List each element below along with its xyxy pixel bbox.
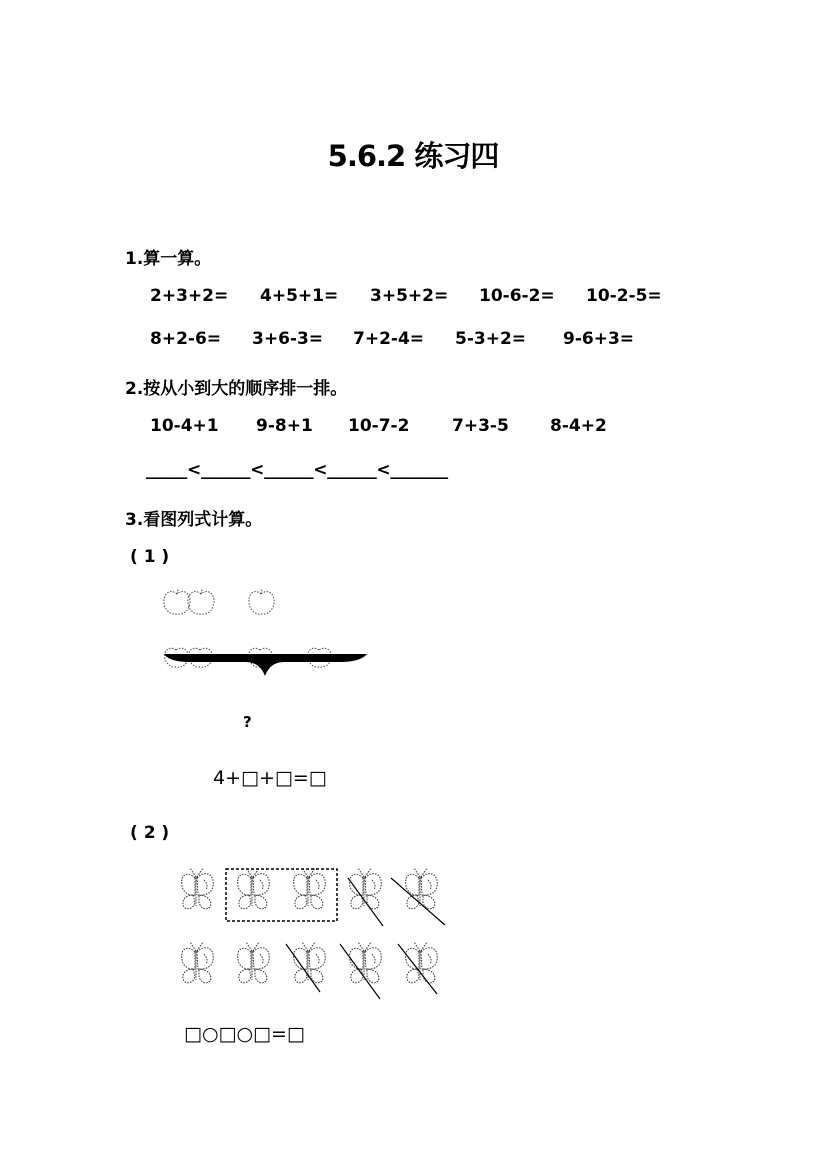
expression: 9-6+3= [563, 329, 635, 349]
question-2-heading: 2.按从小到大的顺序排一排。 [125, 379, 348, 399]
part-2-label: ( 2 ) [130, 823, 170, 843]
expression: 10-7-2 [348, 416, 410, 436]
butterfly-icon [350, 942, 382, 983]
question-1-heading: 1.算一算。 [125, 249, 212, 269]
question-3-heading: 3.看图列式计算。 [125, 510, 263, 530]
expression: 7+3-5 [452, 416, 509, 436]
expression: 10-6-2= [479, 286, 555, 306]
expression: 5-3+2= [455, 329, 527, 349]
butterfly-icon [182, 868, 214, 909]
expression: 2+3+2= [150, 286, 229, 306]
page-title: 5.6.2 练习四 [327, 139, 499, 173]
expression: 4+5+1= [260, 286, 339, 306]
expression: 10-2-5= [586, 286, 662, 306]
strike-line [348, 878, 383, 926]
strike-line [398, 944, 437, 994]
strike-line [340, 944, 380, 999]
expression: 7+2-4= [353, 329, 425, 349]
grouping-box [226, 869, 337, 921]
expression: 8-4+2 [550, 416, 607, 436]
butterfly-icon [182, 942, 214, 983]
butterfly-icon [406, 868, 438, 909]
butterfly-icon [406, 942, 438, 983]
expression: 10-4+1 [150, 416, 219, 436]
expression: 8+2-6= [150, 329, 222, 349]
part-1-equation: 4+□+□=□ [213, 767, 327, 789]
expression: 9-8+1 [256, 416, 313, 436]
part-2-equation: □○□○□=□ [184, 1023, 305, 1045]
expression: 3+6-3= [252, 329, 324, 349]
expression: 3+5+2= [370, 286, 449, 306]
ordering-blanks: _____<______<______<______<_______ [146, 460, 448, 480]
strike-line [286, 944, 320, 992]
butterfly-icon [294, 868, 326, 909]
part-1-label: ( 1 ) [130, 547, 170, 567]
butterfly-icon [238, 942, 270, 983]
question-mark: ? [243, 713, 252, 731]
butterfly-icon [238, 868, 270, 909]
